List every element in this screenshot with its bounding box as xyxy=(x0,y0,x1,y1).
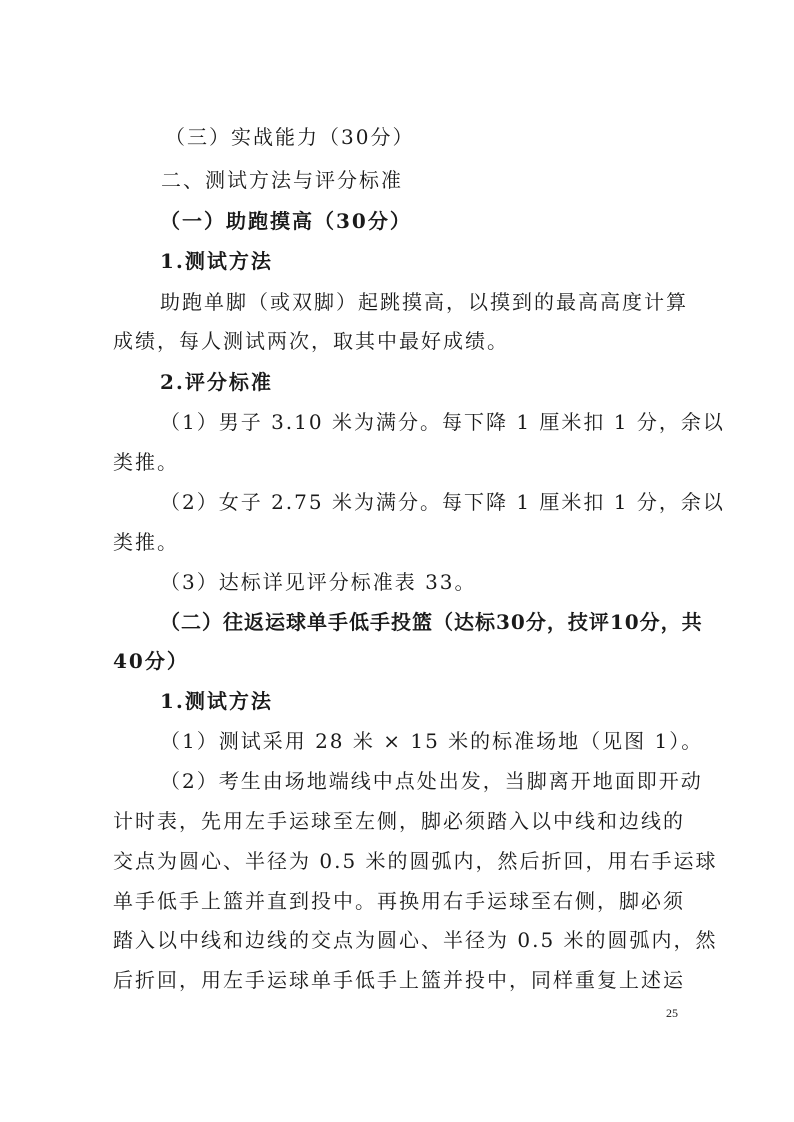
paragraph-line: 踏入以中线和边线的交点为圆心、半径为 0.5 米的圆弧内，然 xyxy=(113,928,718,952)
paragraph-line: 类推。 xyxy=(113,450,179,474)
paragraph-line: 类推。 xyxy=(113,530,179,554)
item-heading-test-method: 1.测试方法 xyxy=(160,689,273,713)
paragraph-line: 助跑单脚（或双脚）起跳摸高，以摸到的最高高度计算 xyxy=(160,290,688,314)
paragraph-line: 成绩，每人测试两次，取其中最好成绩。 xyxy=(113,329,509,353)
paragraph-line: （3）达标详见评分标准表 33。 xyxy=(160,570,477,594)
paragraph-line: 交点为圆心、半径为 0.5 米的圆弧内，然后折回，用右手运球 xyxy=(113,849,718,873)
item-heading-scoring-standard: 2.评分标准 xyxy=(160,370,273,394)
paragraph-line: 计时表，先用左手运球至左侧，脚必须踏入以中线和边线的 xyxy=(113,809,685,833)
paragraph-line: 后折回，用左手运球单手低手上篮并投中，同样重复上述运 xyxy=(113,968,685,992)
paragraph-line: （2）考生由场地端线中点处出发，当脚离开地面即开动 xyxy=(160,769,703,793)
section-heading-practical-ability: （三）实战能力（30分） xyxy=(165,125,415,149)
subsection-heading-dribble-layup: （二）往返运球单手低手投篮（达标30分，技评10分，共 xyxy=(160,610,703,634)
subsection-heading-dribble-layup-cont: 40分） xyxy=(113,649,189,673)
page-number: 25 xyxy=(666,1006,678,1020)
section-heading-test-methods: 二、测试方法与评分标准 xyxy=(161,168,403,192)
paragraph-line: （1）男子 3.10 米为满分。每下降 1 厘米扣 1 分，余以 xyxy=(160,410,725,434)
item-heading-test-method: 1.测试方法 xyxy=(160,249,273,273)
paragraph-line: 单手低手上篮并直到投中。再换用右手运球至右侧，脚必须 xyxy=(113,889,685,913)
subsection-heading-run-up-touch: （一）助跑摸高（30分） xyxy=(160,209,412,233)
paragraph-line: （2）女子 2.75 米为满分。每下降 1 厘米扣 1 分，余以 xyxy=(160,490,725,514)
paragraph-line: （1）测试采用 28 米 × 15 米的标准场地（见图 1）。 xyxy=(160,729,704,753)
